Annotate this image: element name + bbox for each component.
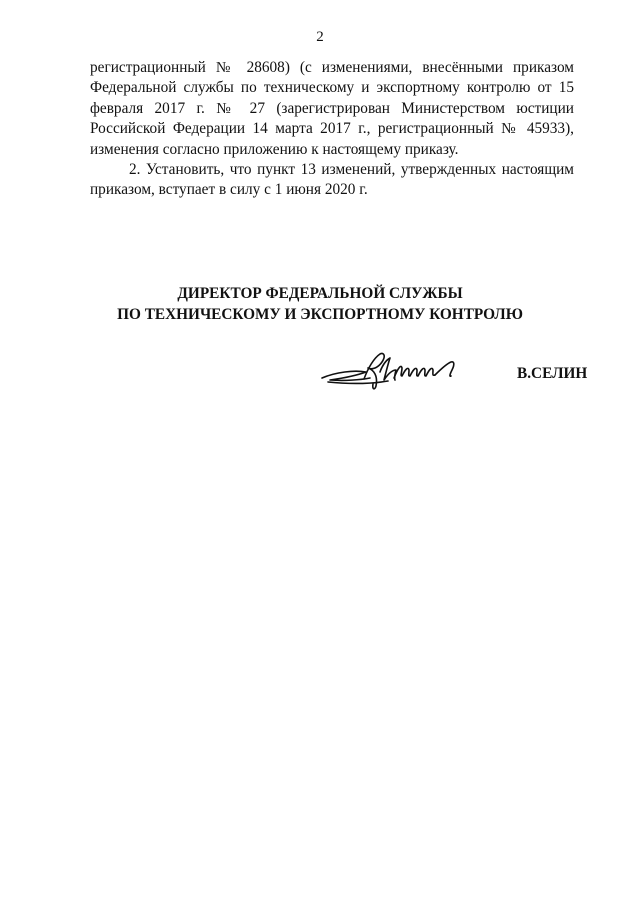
signatory-title — [0, 283, 640, 325]
paragraph-item-2: 2. Установить, что пункт 13 изменений, утвержденных настоящим приказом, вступает в силу с 1 июня 2020 г. — [90, 161, 574, 199]
document-body — [90, 58, 574, 201]
handwritten-signature — [318, 348, 468, 396]
paragraph-continuation: регистрационный № 28608) (с изменениями, внесёнными приказом Федеральной службы по техническому и экспортному контролю от 15 февраля 2017 г. № 27 (зарегистрирован Министерством юстиции Российской Федерации 14 марта 2017 г., регистрационный № 45933), изменения согласно приложению к настоящему приказу. — [90, 59, 574, 158]
signer-name: В.СЕЛИН — [517, 365, 588, 382]
signatory-title-line-1: ДИРЕКТОР ФЕДЕРАЛЬНОЙ СЛУЖБЫ — [177, 285, 463, 302]
signatory-title-line-2: ПО ТЕХНИЧЕСКОМУ И ЭКСПОРТНОМУ КОНТРОЛЮ — [117, 306, 523, 323]
page-number: 2 — [316, 29, 324, 45]
